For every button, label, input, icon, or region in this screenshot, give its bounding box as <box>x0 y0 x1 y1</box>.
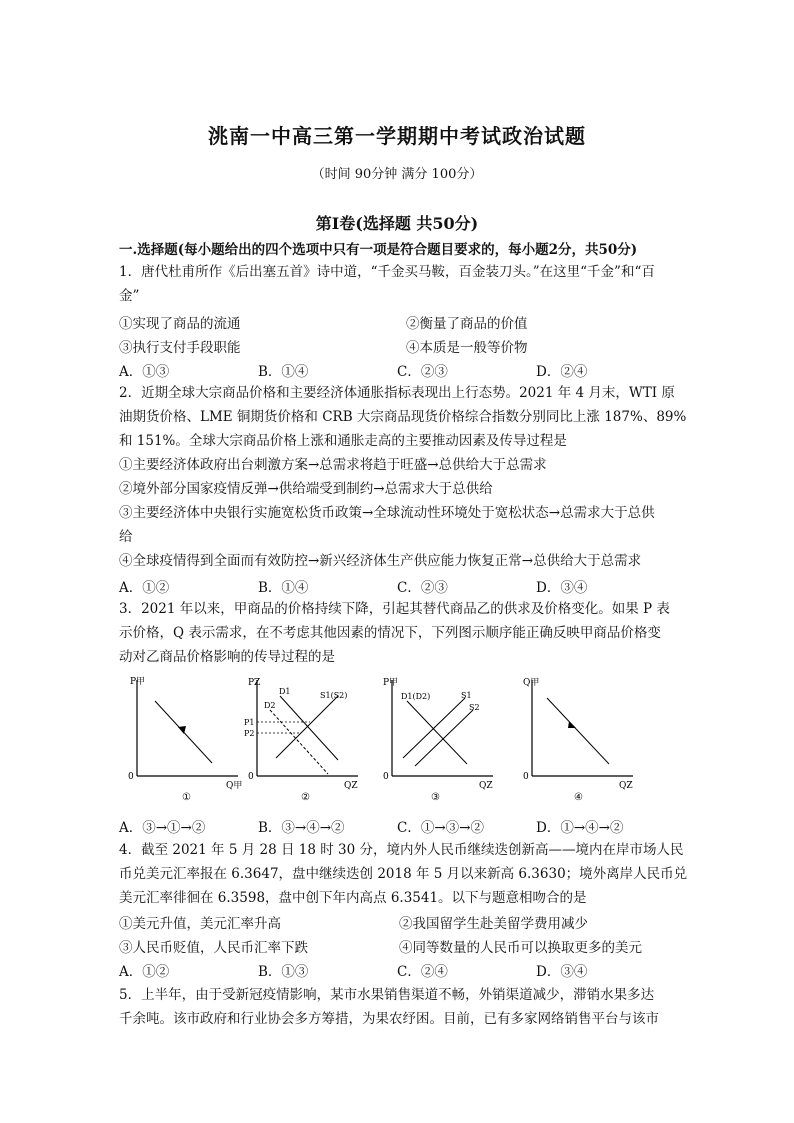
q3-option-d: D．①→④→② <box>536 820 624 836</box>
q1-line: 1．唐代杜甫所作《后出塞五首》诗中道，“千金买马鞍，百金装刀头。”在这里“千金”和“百 <box>119 264 655 280</box>
x-axis-label: QZ <box>619 781 633 791</box>
graph-2 <box>240 676 365 806</box>
q2-option-b: B．①④ <box>258 580 309 596</box>
graph-caption: ① <box>182 792 191 803</box>
exam-title: 洮南一中高三第一学期期中考试政治试题 <box>208 124 586 148</box>
q2-option-a: A．①② <box>119 580 170 596</box>
q1-option-d: D．②④ <box>536 364 588 380</box>
q3-line: 示价格，Q 表示需求，在不考虑其他因素的情况下，下列图示顺序能正确反映甲商品价格变 <box>119 625 661 641</box>
q2-option-c: C．②③ <box>397 580 448 596</box>
y-axis-label: P甲 <box>130 677 146 687</box>
q3-line: 3．2021 年以来，甲商品的价格持续下降，引起其替代商品乙的供求及价格变化。如果 P 表 <box>119 601 670 617</box>
q4-item: ④同等数量的人民币可以换取更多的美元 <box>399 940 642 956</box>
q1-option-a: A．①③ <box>119 364 170 380</box>
graph-caption: ② <box>301 792 310 803</box>
q4-item: ②我国留学生赴美留学费用减少 <box>399 916 588 932</box>
q2-line: 2．近期全球大宗商品价格和主要经济体通胀指标表现出上行态势。2021 年 4 月末，WTI 原 <box>119 385 675 401</box>
q3-line: 动对乙商品价格影响的传导过程的是 <box>119 649 335 665</box>
q1-item: ③执行支付手段职能 <box>119 340 241 356</box>
part-title: 第Ⅰ卷(选择题 共50分) <box>315 214 479 233</box>
graph-caption: ④ <box>574 792 583 803</box>
q2-item: ①主要经济体政府出台刺激方案→总需求将趋于旺盛→总供给大于总需求 <box>119 457 547 473</box>
graph-4 <box>515 676 640 806</box>
q4-option-b: B．①③ <box>258 964 309 980</box>
price-label-p1: P1 <box>244 718 255 727</box>
x-axis-label: Q甲 <box>226 781 243 791</box>
q1-item: ④本质是一般等价物 <box>406 340 528 356</box>
q3-option-a: A．③→①→② <box>119 820 206 836</box>
q4-line: 币兑美元汇率报在 6.3647，盘中继续迭创 2018 年 5 月以来新高 6.3630；境外离岸人民币兑 <box>119 866 688 882</box>
demand-curve-d2 <box>270 710 328 774</box>
q1-line: 金” <box>119 288 140 304</box>
q1-item: ②衡量了商品的价值 <box>406 316 528 332</box>
graph-1 <box>120 676 245 806</box>
x-axis-label: QZ <box>344 781 358 791</box>
q4-line: 美元汇率徘徊在 6.3598，盘中创下年内高点 6.3541。以下与题意相吻合的是 <box>119 890 587 906</box>
trend-arrow <box>568 721 576 728</box>
y-axis-label: P甲 <box>383 678 399 688</box>
y-axis-label: Q甲 <box>523 678 540 688</box>
demand-curve-d1d2 <box>407 701 467 764</box>
exam-subtitle: （时间 90分钟 满分 100分） <box>311 167 483 182</box>
origin-label: 0 <box>248 772 254 782</box>
q2-item: ②境外部分国家疫情反弹→供给端受到制约→总需求大于总供给 <box>119 481 493 497</box>
q4-option-c: C．②④ <box>397 964 448 980</box>
q4-option-d: D．③④ <box>536 964 588 980</box>
q5-line: 5．上半年，由于受新冠疫情影响，某市水果销售渠道不畅，外销渠道减少，滞销水果多达 <box>119 987 655 1003</box>
curve-label-d1: D1 <box>279 687 291 696</box>
curve-label-s1s2: S1(S2) <box>320 691 348 700</box>
q2-option-d: D．③④ <box>536 580 588 596</box>
q4-option-a: A．①② <box>119 964 170 980</box>
q2-line: 和 151%。全球大宗商品价格上涨和通胀走高的主要推动因素及传导过程是 <box>119 433 567 449</box>
curve-label-d2: D2 <box>264 701 276 710</box>
q2-item: ③主要经济体中央银行实施宽松货币政策→全球流动性环境处于宽松状态→总需求大于总供 <box>119 505 655 521</box>
graph-3 <box>375 676 500 806</box>
q2-line: 油期货价格、LME 铜期货价格和 CRB 大宗商品现货价格综合指数分别同比上涨 187%、89% <box>119 409 687 425</box>
origin-label: 0 <box>383 772 389 782</box>
q2-item: ④全球疫情得到全面而有效防控→新兴经济体生产供应能力恢复正常→总供给大于总需求 <box>119 553 642 569</box>
curve-label-s1: S1 <box>461 691 472 700</box>
curve-label-s2: S2 <box>469 703 480 712</box>
graph-caption: ③ <box>431 792 440 803</box>
origin-label: 0 <box>128 772 134 782</box>
y-axis-label: PZ <box>248 678 261 688</box>
q4-item: ③人民币贬值，人民币汇率下跌 <box>119 940 308 956</box>
q1-option-b: B．①④ <box>258 364 309 380</box>
q1-option-c: C．②③ <box>397 364 448 380</box>
price-label-p2: P2 <box>244 729 255 738</box>
origin-label: 0 <box>523 772 529 782</box>
q3-option-b: B．③→④→② <box>258 820 345 836</box>
q3-option-c: C．①→③→② <box>397 820 484 836</box>
section-title: 一.选择题(每小题给出的四个选项中只有一项是符合题目要求的，每小题2分，共50分) <box>119 242 638 258</box>
q1-item: ①实现了商品的流通 <box>119 316 241 332</box>
trend-line <box>547 698 609 764</box>
q5-line: 千余吨。该市政府和行业协会多方筹措，为果农纾困。目前，已有多家网络销售平台与该市 <box>119 1011 659 1027</box>
demand-curve-d1 <box>280 696 338 760</box>
q2-item: 给 <box>119 529 133 545</box>
curve-label-d1d2: D1(D2) <box>401 692 431 701</box>
x-axis-label: QZ <box>479 781 493 791</box>
q4-item: ①美元升值，美元汇率升高 <box>119 916 281 932</box>
q4-line: 4．截至 2021 年 5 月 28 日 18 时 30 分，境内外人民币继续迭创新高——境内在岸市场人民 <box>119 842 684 858</box>
